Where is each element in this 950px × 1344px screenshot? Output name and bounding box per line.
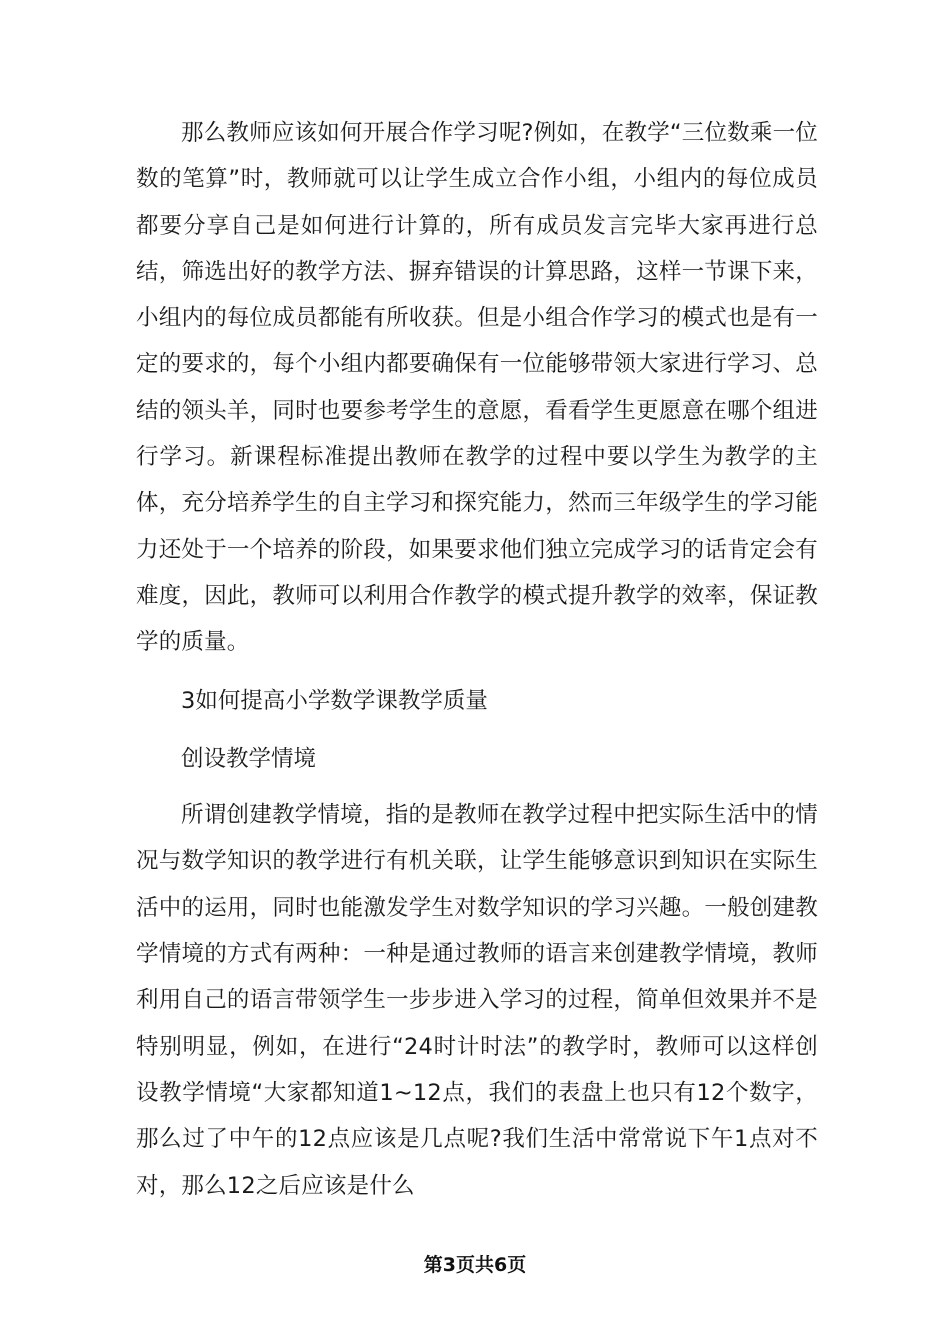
subsection-heading: 创设教学情境 bbox=[181, 745, 317, 772]
document-body bbox=[136, 110, 818, 1209]
page-number-footer: 第3页共6页 bbox=[423, 1254, 527, 1276]
section-heading: 3如何提高小学数学课教学质量 bbox=[181, 687, 488, 714]
paragraph-teaching-situation: 所谓创建教学情境，指的是教师在教学过程中把实际生活中的情况与数学知识的教学进行有机关联，让学生能够意识到知识在实际生活中的运用，同时也能激发学生对数学知识的学习兴趣。一般创建教学情境的方式有两种：一种是通过教师的语言来创建教学情境，教师利用自己的语言带领学生一步步进入学习的过程，简单但效果并不是特别明显，例如，在进行“24时计时法”的教学时，教师可以这样创设教学情境“大家都知道1~12点，我们的表盘上也只有12个数字，那么过了中午的12点应该是几点呢?我们生活中常常说下午1点对不对，那么12之后应该是什么 bbox=[136, 802, 818, 1199]
paragraph-cooperative-learning: 那么教师应该如何开展合作学习呢?例如，在教学“三位数乘一位数的笔算”时，教师就可以让学生成立合作小组，小组内的每位成员都要分享自己是如何进行计算的，所有成员发言完毕大家再进行总结，筛选出好的教学方法、摒弃错误的计算思路，这样一节课下来，小组内的每位成员都能有所收获。但是小组合作学习的模式也是有一定的要求的，每个小组内都要确保有一位能够带领大家进行学习、总结的领头羊，同时也要参考学生的意愿，看看学生更愿意在哪个组进行学习。新课程标准提出教师在教学的过程中要以学生为教学的主体，充分培养学生的自主学习和探究能力，然而三年级学生的学习能力还处于一个培养的阶段，如果要求他们独立完成学习的话肯定会有难度，因此，教师可以利用合作教学的模式提升教学的效率，保证教学的质量。 bbox=[136, 120, 818, 656]
